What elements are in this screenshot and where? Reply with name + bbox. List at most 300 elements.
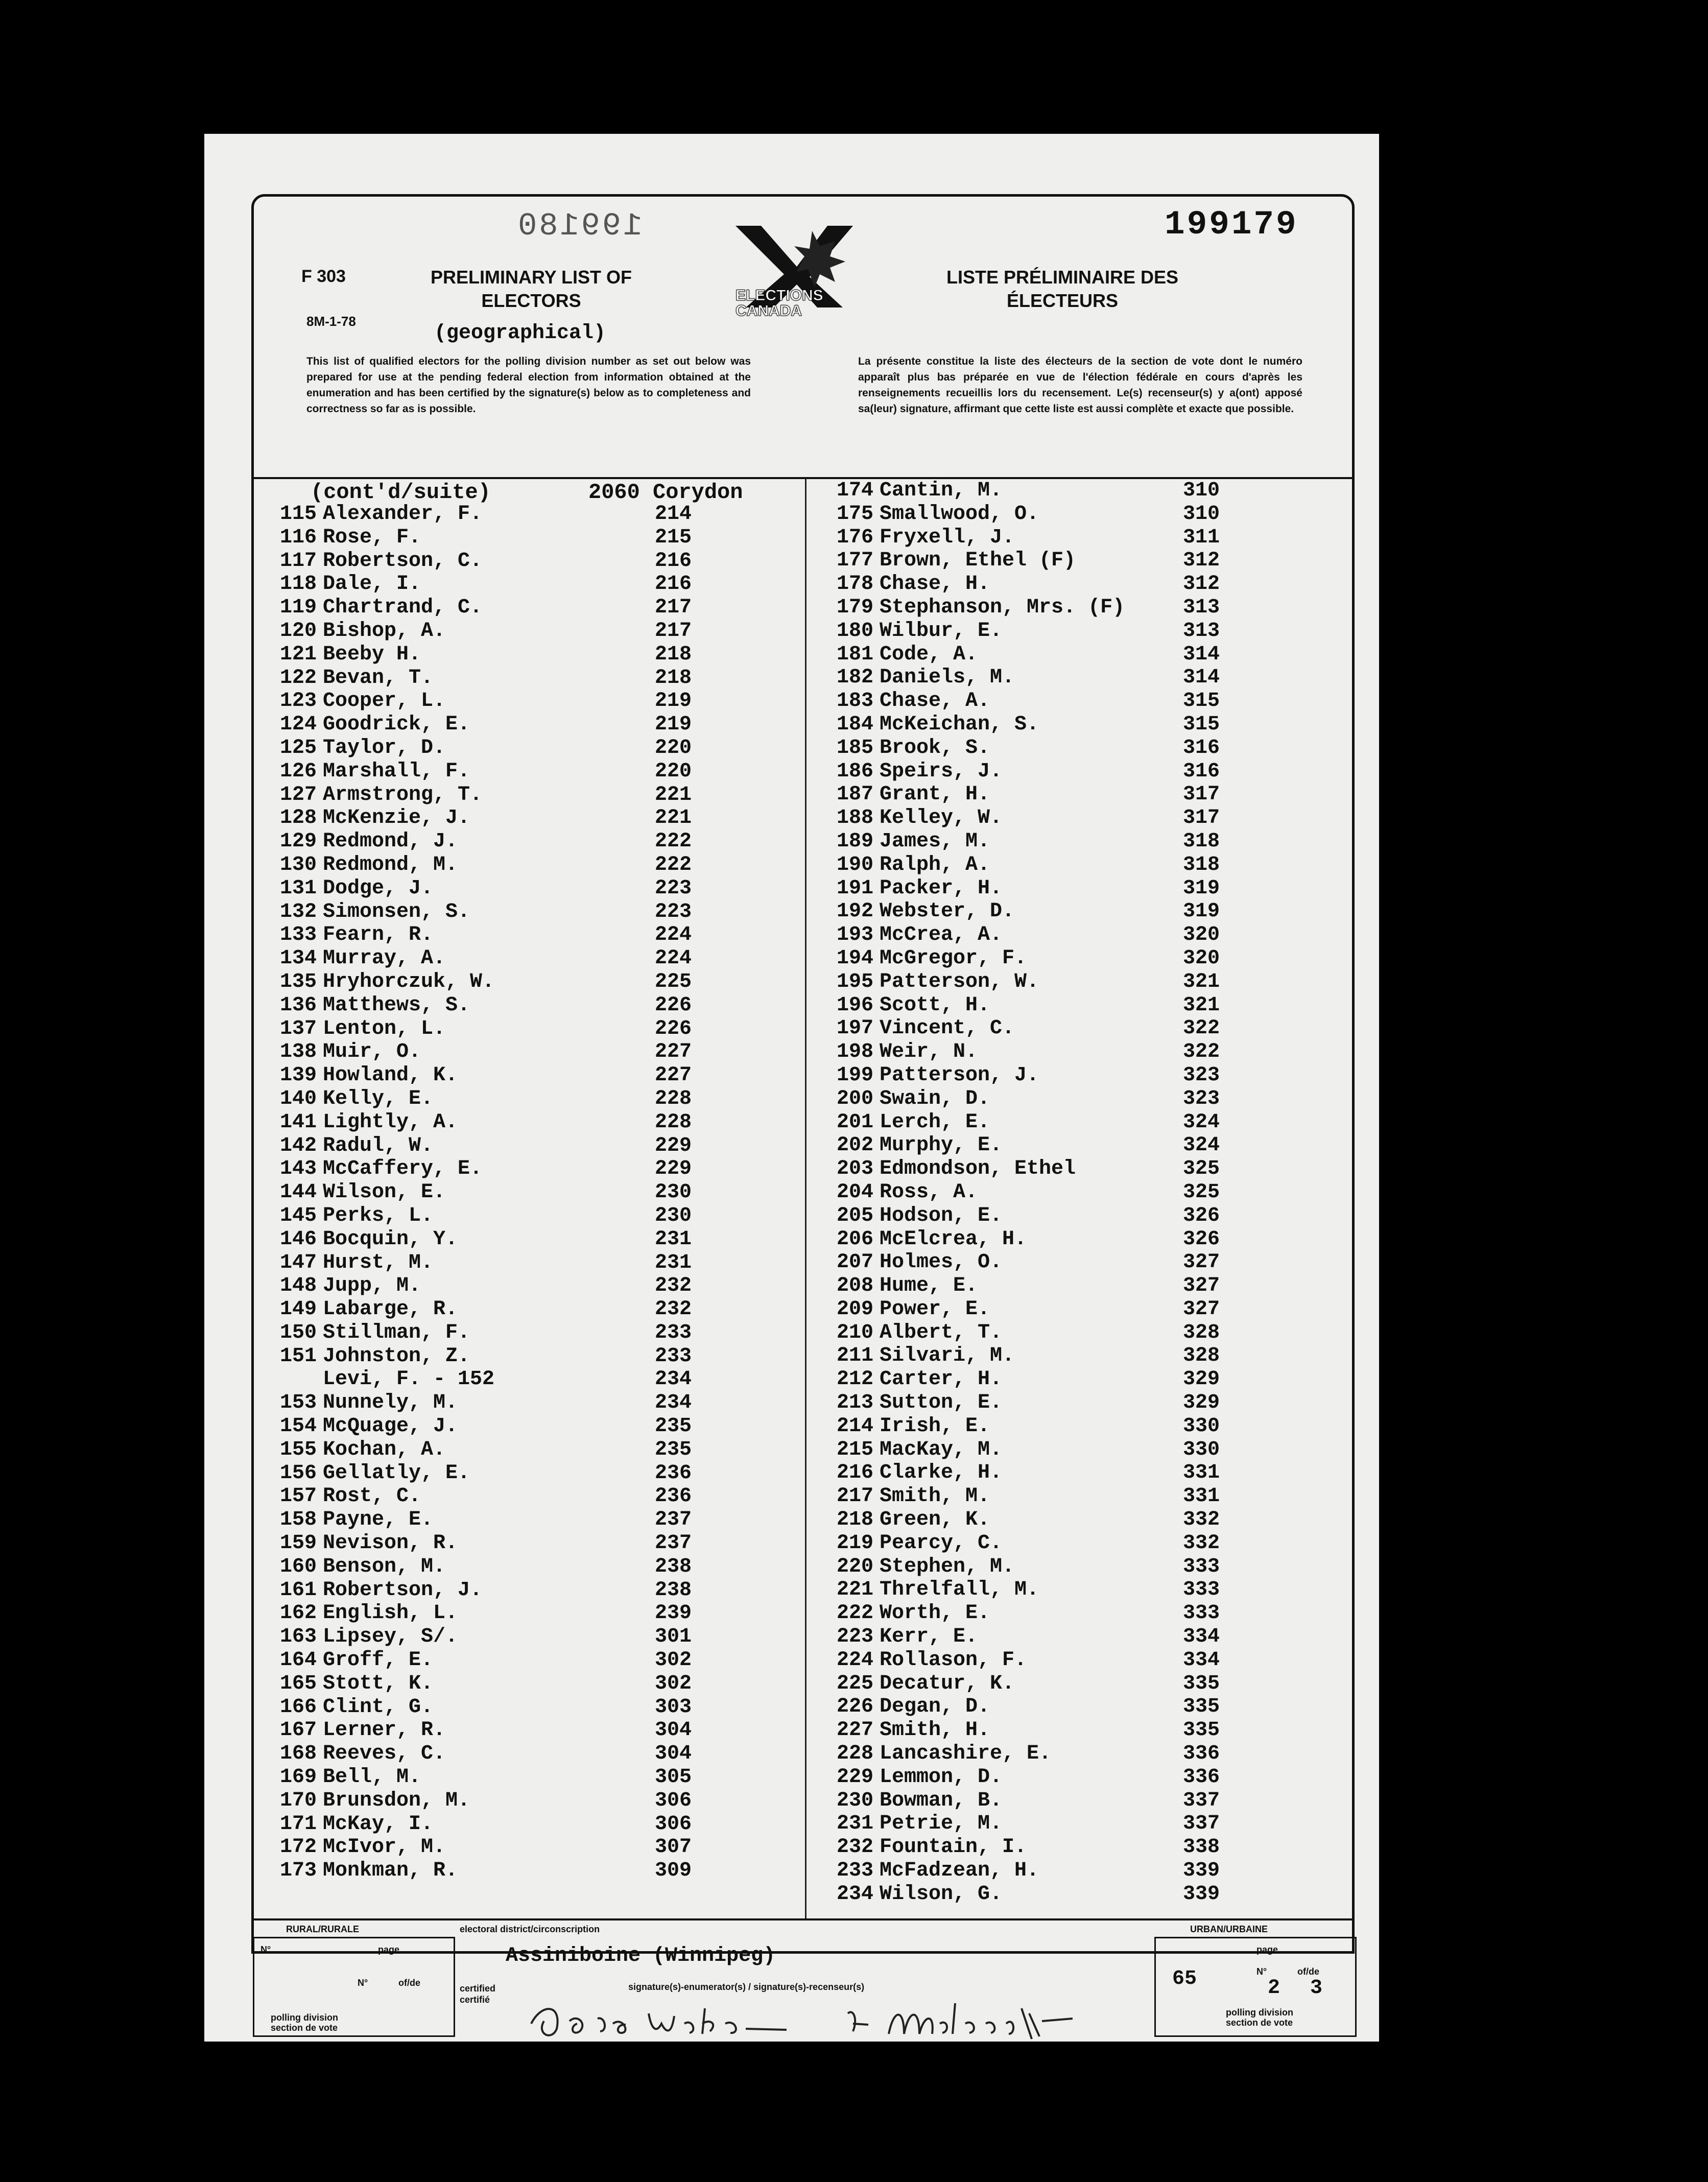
elector-number: 122 [279,666,317,690]
elector-section: 217 [655,596,692,620]
elector-name: Silvari, M. [880,1344,1015,1368]
elector-name: Chase, A. [880,690,990,713]
elector-section: 318 [1183,853,1220,876]
elector-name: Hodson, E. [880,1204,1003,1227]
enumerator-signature-2 [838,1993,1083,2049]
elector-name: Holmes, O. [880,1251,1003,1274]
elector-section: 330 [1183,1438,1220,1461]
elector-name: Nevison, R. [323,1532,458,1555]
elector-name: Murray, A. [323,947,446,970]
elector-name: Smallwood, O. [880,502,1039,526]
elector-number: 146 [279,1227,317,1251]
elector-section: 216 [655,549,692,573]
elector-section: 229 [655,1157,692,1181]
elector-section: 301 [655,1625,692,1649]
continued-address: 2060 Corydon [588,480,743,505]
elector-name: Stott, K. [323,1672,434,1695]
elector-name: Jupp, M. [323,1274,421,1298]
form-code: F 303 [301,267,346,286]
elector-section: 320 [1183,923,1220,947]
elector-name: McIvor, M. [323,1836,446,1859]
elector-name: Edmondson, Ethel [880,1157,1076,1181]
elector-name: Payne, E. [323,1508,434,1532]
elector-name: Rollason, F. [880,1648,1027,1672]
elector-number: 170 [279,1789,317,1812]
elector-name: Grant, H. [880,783,990,807]
elector-name: Armstrong, T. [323,783,483,807]
elector-number: 126 [279,760,317,783]
elector-number: 184 [836,713,873,736]
elector-name: Lenton, L. [323,1017,446,1040]
elector-number: 208 [836,1274,873,1298]
elector-number: 223 [836,1625,873,1649]
elector-section: 324 [1183,1134,1220,1157]
elector-number: 234 [836,1882,873,1906]
elector-section: 337 [1183,1789,1220,1812]
elector-section: 323 [1183,1087,1220,1110]
elector-number: 189 [836,829,873,853]
serial-number: 199179 [1165,205,1298,244]
elector-number: 203 [836,1157,873,1181]
elector-section: 326 [1183,1227,1220,1251]
elector-number: 163 [279,1625,317,1649]
elector-number: 199 [836,1063,873,1087]
elector-section: 334 [1183,1648,1220,1672]
elector-section: 233 [655,1344,692,1368]
elector-name: Rose, F. [323,526,421,549]
elector-name: MacKay, M. [880,1438,1003,1461]
elector-number: 174 [836,479,873,502]
elector-section: 310 [1183,479,1220,502]
elector-number: 130 [279,853,317,876]
elector-number: 179 [836,596,873,619]
elector-number: 207 [836,1251,873,1274]
elector-name: Code, A. [880,643,978,666]
elector-section: 314 [1183,643,1220,666]
elector-name: Howland, K. [323,1064,458,1087]
elector-name: McKay, I. [323,1812,434,1836]
elector-name: Marshall, F. [323,760,470,783]
elector-name: Webster, D. [880,900,1015,923]
elector-section: 328 [1183,1321,1220,1344]
signature-label: signature(s)-enumerator(s) / signature(s)-recenseur(s) [628,1982,865,1992]
elector-number: 121 [279,643,317,666]
elector-name: Muir, O. [323,1040,421,1064]
elector-name: McFadzean, H. [880,1859,1039,1883]
elector-section: 216 [655,573,692,596]
elector-section: 303 [655,1695,692,1719]
elector-name: McCaffery, E. [323,1157,483,1181]
elector-number: 157 [279,1485,317,1508]
elector-name: Lancashire, E. [880,1742,1052,1766]
elector-name: James, M. [880,829,990,853]
elector-section: 333 [1183,1578,1220,1602]
elector-section: 219 [655,713,692,737]
elector-number: 192 [836,900,873,923]
elector-name: Degan, D. [880,1695,990,1719]
elector-number: 169 [279,1766,317,1789]
elector-name: Packer, H. [880,876,1003,900]
elector-number: 190 [836,853,873,876]
elector-name: Threlfall, M. [880,1578,1039,1602]
elector-number: 129 [279,830,317,853]
elector-name: Smith, M. [880,1485,990,1508]
elector-section: 235 [655,1415,692,1438]
elector-name: Swain, D. [880,1087,990,1110]
elector-number: 133 [279,923,317,947]
elector-name: Vincent, C. [880,1017,1015,1040]
elector-number: 202 [836,1134,873,1157]
elector-section: 238 [655,1578,692,1602]
elector-section: 334 [1183,1625,1220,1649]
elector-name: Hume, E. [880,1274,978,1298]
elector-section: 302 [655,1672,692,1695]
footer-divider [253,1918,1354,1920]
elector-section: 330 [1183,1414,1220,1438]
elector-number: 225 [836,1672,873,1695]
elector-section: 339 [1183,1859,1220,1883]
elector-number: 205 [836,1204,873,1227]
elector-number: 160 [279,1555,317,1578]
elector-name: Worth, E. [880,1602,990,1625]
elector-name: Chartrand, C. [323,596,483,620]
elector-section: 221 [655,807,692,830]
rural-polling-label: polling division section de vote [271,2012,338,2033]
elector-name: Robertson, C. [323,549,483,573]
elector-section: 316 [1183,760,1220,783]
elector-name: Chase, H. [880,573,990,596]
elector-number: 139 [279,1064,317,1087]
elector-number: 212 [836,1368,873,1391]
elector-section: 316 [1183,736,1220,760]
elector-name: Perks, L. [323,1204,434,1227]
elector-number: 137 [279,1017,317,1040]
elector-section: 323 [1183,1063,1220,1087]
elector-section: 231 [655,1251,692,1274]
elector-number: 116 [279,526,317,549]
elector-section: 327 [1183,1274,1220,1298]
electoral-list-sheet [204,134,1379,2042]
faded-serial-number: 199180 [516,208,643,244]
elector-section: 313 [1183,619,1220,643]
elector-name: McGregor, F. [880,946,1027,970]
elector-section: 329 [1183,1368,1220,1391]
elector-name: Cooper, L. [323,690,446,713]
elector-number: 232 [836,1836,873,1859]
elector-section: 310 [1183,502,1220,526]
elector-name: Stephen, M. [880,1555,1015,1578]
elector-name: Reeves, C. [323,1742,446,1766]
elector-number: 228 [836,1742,873,1766]
elector-number: 204 [836,1180,873,1204]
elector-section: 332 [1183,1531,1220,1555]
elector-section: 335 [1183,1672,1220,1695]
elector-section: 215 [655,526,692,549]
elector-section: 237 [655,1508,692,1532]
elector-section: 320 [1183,946,1220,970]
elector-number: 210 [836,1321,873,1344]
elector-section: 315 [1183,713,1220,736]
elector-number: 182 [836,666,873,690]
elector-section: 326 [1183,1204,1220,1227]
elector-name: Ross, A. [880,1180,978,1204]
elector-section: 322 [1183,1017,1220,1040]
elector-section: 229 [655,1134,692,1157]
elector-name: McCrea, A. [880,923,1003,947]
elector-number: 198 [836,1040,873,1064]
elector-name: Patterson, J. [880,1063,1039,1087]
elector-number: 229 [836,1765,873,1789]
elector-name: Lerch, E. [880,1110,990,1134]
elector-section: 228 [655,1110,692,1134]
title-french: LISTE PRÉLIMINAIRE DES ÉLECTEURS [946,267,1179,311]
elector-number: 194 [836,946,873,970]
elector-number: 145 [279,1204,317,1227]
elector-name: English, L. [323,1602,458,1625]
elector-number: 171 [279,1812,317,1836]
elector-number: 136 [279,993,317,1017]
form-date: 8M-1-78 [306,314,356,329]
elector-number: 128 [279,807,317,830]
elector-number: 165 [279,1672,317,1695]
elector-section: 217 [655,619,692,643]
elector-section: 336 [1183,1765,1220,1789]
elector-name: Dodge, J. [323,876,434,900]
elector-number: 147 [279,1251,317,1274]
elector-name: Fountain, I. [880,1836,1027,1859]
elector-number: 183 [836,690,873,713]
urban-polling-label: polling division section de vote [1226,2007,1293,2028]
elector-number: 159 [279,1532,317,1555]
elector-number: 142 [279,1134,317,1157]
elector-name: Pearcy, C. [880,1531,1003,1555]
elector-number: 155 [279,1438,317,1461]
elector-name: Murphy, E. [880,1134,1003,1157]
elector-name: Lerner, R. [323,1719,446,1742]
elector-section: 220 [655,736,692,760]
elector-name: Speirs, J. [880,760,1003,783]
elector-name: Taylor, D. [323,736,446,760]
elector-name: Wilbur, E. [880,619,1003,643]
elector-name: Robertson, J. [323,1578,483,1602]
elector-number: 124 [279,713,317,737]
elector-section: 331 [1183,1461,1220,1485]
elector-number: 138 [279,1040,317,1064]
elector-section: 329 [1183,1391,1220,1415]
elector-number: 211 [836,1344,873,1368]
elector-number: 200 [836,1087,873,1110]
elector-section: 325 [1183,1157,1220,1181]
urban-label: URBAN/URBAINE [1190,1924,1268,1934]
notice-english: This list of qualified electors for the polling division number as set out below was prepared for use at the pending federal election from information obtained at the enumeration and has been certified by the signature(s) below as to completeness and correctness so far as is possible. [306,355,751,415]
elector-name: Lightly, A. [323,1110,458,1134]
elector-number: 226 [836,1695,873,1719]
elector-section: 231 [655,1227,692,1251]
elector-name: Lipsey, S/. [323,1625,458,1649]
elector-number: 215 [836,1438,873,1461]
elector-name: Bevan, T. [323,666,434,690]
elector-section: 335 [1183,1695,1220,1719]
elector-number: 209 [836,1297,873,1321]
elector-number: 230 [836,1789,873,1812]
elector-section: 327 [1183,1297,1220,1321]
elector-section: 325 [1183,1180,1220,1204]
elector-section: 336 [1183,1742,1220,1766]
elector-number: 131 [279,876,317,900]
elector-section: 304 [655,1719,692,1742]
elector-section: 335 [1183,1719,1220,1742]
rural-no-label: N° [260,1944,271,1955]
elector-section: 311 [1183,526,1220,549]
elector-section: 315 [1183,690,1220,713]
continued-label: (cont'd/suite) [311,480,491,505]
elector-name: Albert, T. [880,1321,1003,1344]
elector-number: 120 [279,619,317,643]
elector-number: 143 [279,1157,317,1181]
elector-section: 318 [1183,829,1220,853]
elector-name: Kelly, E. [323,1087,434,1110]
elector-section: 237 [655,1532,692,1555]
elector-section: 312 [1183,573,1220,596]
elector-number: 166 [279,1695,317,1719]
elector-name: Radul, W. [323,1134,434,1157]
elector-name: Kochan, A. [323,1438,446,1461]
elector-section: 322 [1183,1040,1220,1064]
elector-number: 151 [279,1344,317,1368]
elector-number: 222 [836,1602,873,1625]
elector-number: 156 [279,1461,317,1485]
elector-name: Nunnely, M. [323,1391,458,1415]
elector-name: Green, K. [880,1508,990,1532]
logo-text: ELECTIONS CANADA [736,287,823,319]
elector-name: Dale, I. [323,573,421,596]
elector-name: McQuage, J. [323,1415,458,1438]
elector-section: 232 [655,1298,692,1321]
elector-section: 223 [655,900,692,923]
elector-section: 338 [1183,1836,1220,1859]
elector-section: 226 [655,993,692,1017]
elector-number: 118 [279,573,317,596]
rural-label: RURAL/RURALE [286,1924,359,1934]
elector-name: Johnston, Z. [323,1344,470,1368]
elector-name: Sutton, E. [880,1391,1003,1415]
elector-name: Power, E. [880,1297,990,1321]
elector-section: 317 [1183,807,1220,830]
elector-name: Wilson, G. [880,1882,1003,1906]
elector-name: Clint, G. [323,1695,434,1719]
elector-number: 167 [279,1719,317,1742]
elector-number: 162 [279,1602,317,1625]
elector-section: 236 [655,1461,692,1485]
elector-section: 309 [655,1859,692,1883]
elector-number: 161 [279,1578,317,1602]
elector-number: 149 [279,1298,317,1321]
elector-number: 233 [836,1859,873,1883]
elector-section: 235 [655,1438,692,1461]
elector-section: 319 [1183,900,1220,923]
title-english: PRELIMINARY LIST OF ELECTORS [430,267,632,311]
elector-section: 214 [655,503,692,526]
elector-section: 222 [655,830,692,853]
elector-section: 232 [655,1274,692,1298]
elector-name: Brown, Ethel (F) [880,549,1076,573]
elector-section: 218 [655,666,692,690]
elector-number: 196 [836,993,873,1017]
elector-section: 306 [655,1812,692,1836]
elector-section: 236 [655,1485,692,1508]
elector-name: Bishop, A. [323,619,446,643]
elector-name: Bocquin, Y. [323,1227,458,1251]
elector-number: 134 [279,947,317,970]
elector-number: 224 [836,1648,873,1672]
elector-section: 224 [655,923,692,947]
elector-number: 132 [279,900,317,923]
elector-number: 220 [836,1555,873,1578]
notice-french: La présente constitue la liste des électeurs de la section de vote dont le numéro apparaît plus bas préparée en vue de l'élection fédérale en cours d'après les renseignements recueillis lors du recensement. Le(s) recenseur(s) y a(ont) apposé sa(leur) signature, affirmant que cette liste est aussi complète et exacte que possible. [858,355,1302,415]
elector-section: 233 [655,1321,692,1344]
elector-section: 219 [655,690,692,713]
elector-name: Kelley, W. [880,807,1003,830]
elector-name: Wilson, E. [323,1181,446,1204]
district-label: electoral district/circonscription [460,1924,600,1934]
elector-name: McElcrea, H. [880,1227,1027,1251]
elector-number: 180 [836,619,873,643]
elector-section: 333 [1183,1555,1220,1578]
elector-number: 216 [836,1461,873,1485]
elector-number: 186 [836,760,873,783]
elector-name: Carter, H. [880,1368,1003,1391]
elector-name: Fearn, R. [323,923,434,947]
elector-number: 176 [836,526,873,549]
elector-name: Stillman, F. [323,1321,470,1344]
polling-division-number: 65 [1172,1967,1197,1990]
elector-section: 327 [1183,1251,1220,1274]
elector-section: 312 [1183,549,1220,573]
elector-name: Benson, M. [323,1555,446,1578]
elector-section: 222 [655,853,692,876]
elector-name: Scott, H. [880,993,990,1017]
elector-section: 337 [1183,1812,1220,1836]
elector-number: 214 [836,1414,873,1438]
elector-number: 117 [279,549,317,573]
elector-number: 195 [836,970,873,993]
elector-section: 304 [655,1742,692,1766]
elector-name: Monkman, R. [323,1859,458,1883]
elector-name: Decatur, K. [880,1672,1015,1695]
rural-of-label: of/de [398,1978,420,1988]
elector-number: 135 [279,970,317,993]
elector-number: 206 [836,1227,873,1251]
elector-number: 158 [279,1508,317,1532]
elector-section: 339 [1183,1882,1220,1906]
elector-section: 225 [655,970,692,993]
elector-section: 227 [655,1064,692,1087]
elector-section: 226 [655,1017,692,1040]
elector-number: 217 [836,1485,873,1508]
elector-section: 302 [655,1649,692,1672]
elector-section: 332 [1183,1508,1220,1532]
elector-section: 328 [1183,1344,1220,1368]
elector-section: 314 [1183,666,1220,690]
elector-name: Daniels, M. [880,666,1015,690]
elector-name: McKenzie, J. [323,807,470,830]
elector-section: 317 [1183,783,1220,807]
elector-name: Hryhorczuk, W. [323,970,495,993]
elector-name: Weir, N. [880,1040,978,1064]
elector-section: 234 [655,1368,692,1391]
elector-section: 230 [655,1204,692,1227]
elector-section: 223 [655,876,692,900]
